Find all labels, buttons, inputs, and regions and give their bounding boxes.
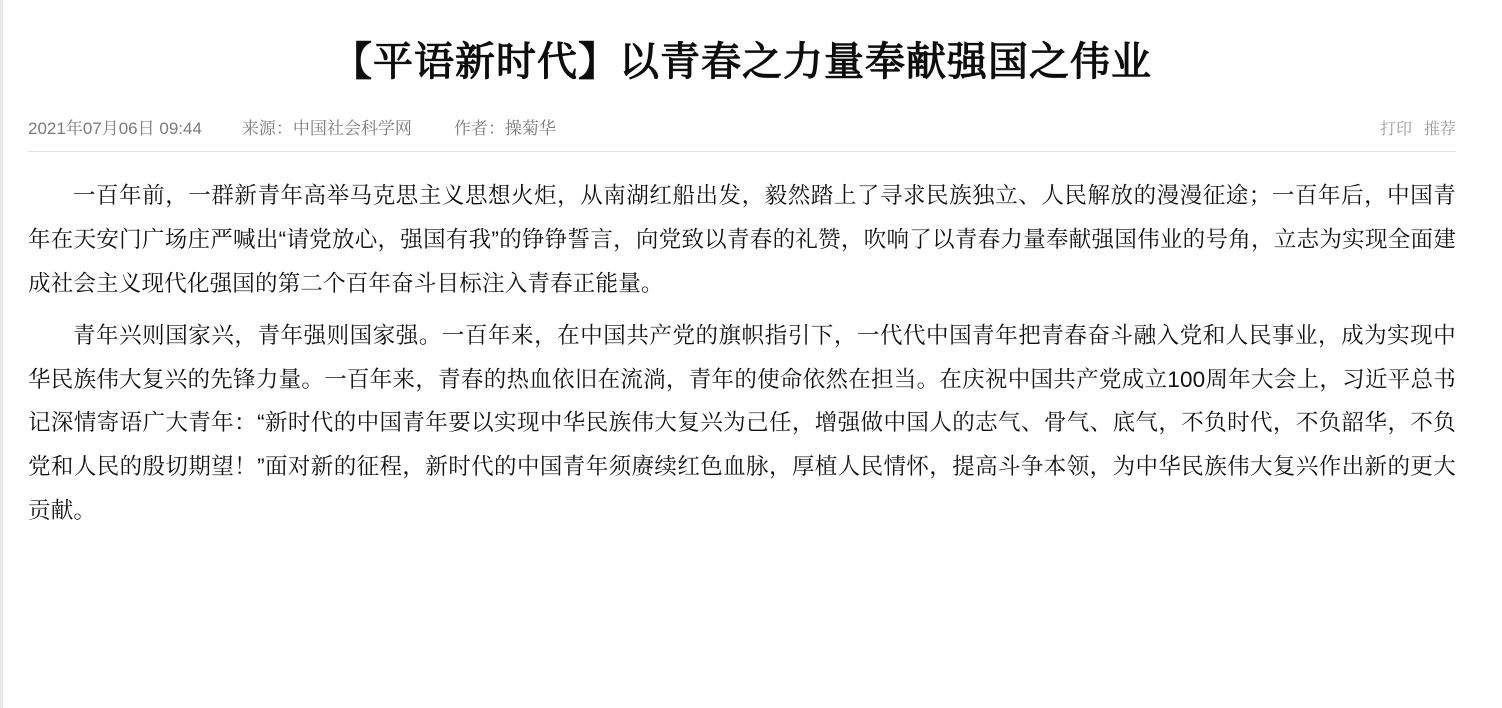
article-paragraph: 青年兴则国家兴，青年强则国家强。一百年来，在中国共产党的旗帜指引下，一代代中国青年把青春奋斗融入党和人民事业，成为实现中华民族伟大复兴的先锋力量。一百年来，青春的热血依旧在流淌，青年的使命依然在担当。在庆祝中国共产党成立100周年大会上，习近平总书记深情寄语广大青年：“新时代的中国青年要以实现中华民族伟大复兴为己任，增强做中国人的志气、骨气、底气，不负时代，不负韶华，不负党和人民的殷切期望！”面对新的征程，新时代的中国青年须赓续红色血脉，厚植人民情怀，提高斗争本领，为中华民族伟大复兴作出新的更大贡献。 — [28, 322, 1456, 524]
article-paragraph: 一百年前，一群新青年高举马克思主义思想火炬，从南湖红船出发，毅然踏上了寻求民族独立、人民解放的漫漫征途；一百年后，中国青年在天安门广场庄严喊出“请党放心，强国有我”的铮铮誓言，向党致以青春的礼赞，吹响了以青春力量奉献强国伟业的号角，立志为实现全面建成社会主义现代化强国的第二个百年奋斗目标注入青春正能量。 — [28, 183, 1456, 296]
article-author: 作者：操菊华 — [453, 119, 556, 138]
article-meta — [28, 114, 1456, 152]
publish-date: 2021年07月06日 09:44 — [28, 119, 202, 138]
article-actions — [1380, 116, 1456, 139]
page-left-rule — [0, 0, 3, 708]
page-title: 【平语新时代】以青春之力量奉献强国之伟业 — [332, 40, 1152, 84]
print-button[interactable]: 打印 — [1379, 121, 1412, 138]
article-body — [28, 174, 1456, 533]
recommend-button[interactable]: 推荐 — [1423, 121, 1456, 138]
article-source: 来源：中国社会科学网 — [241, 119, 412, 138]
